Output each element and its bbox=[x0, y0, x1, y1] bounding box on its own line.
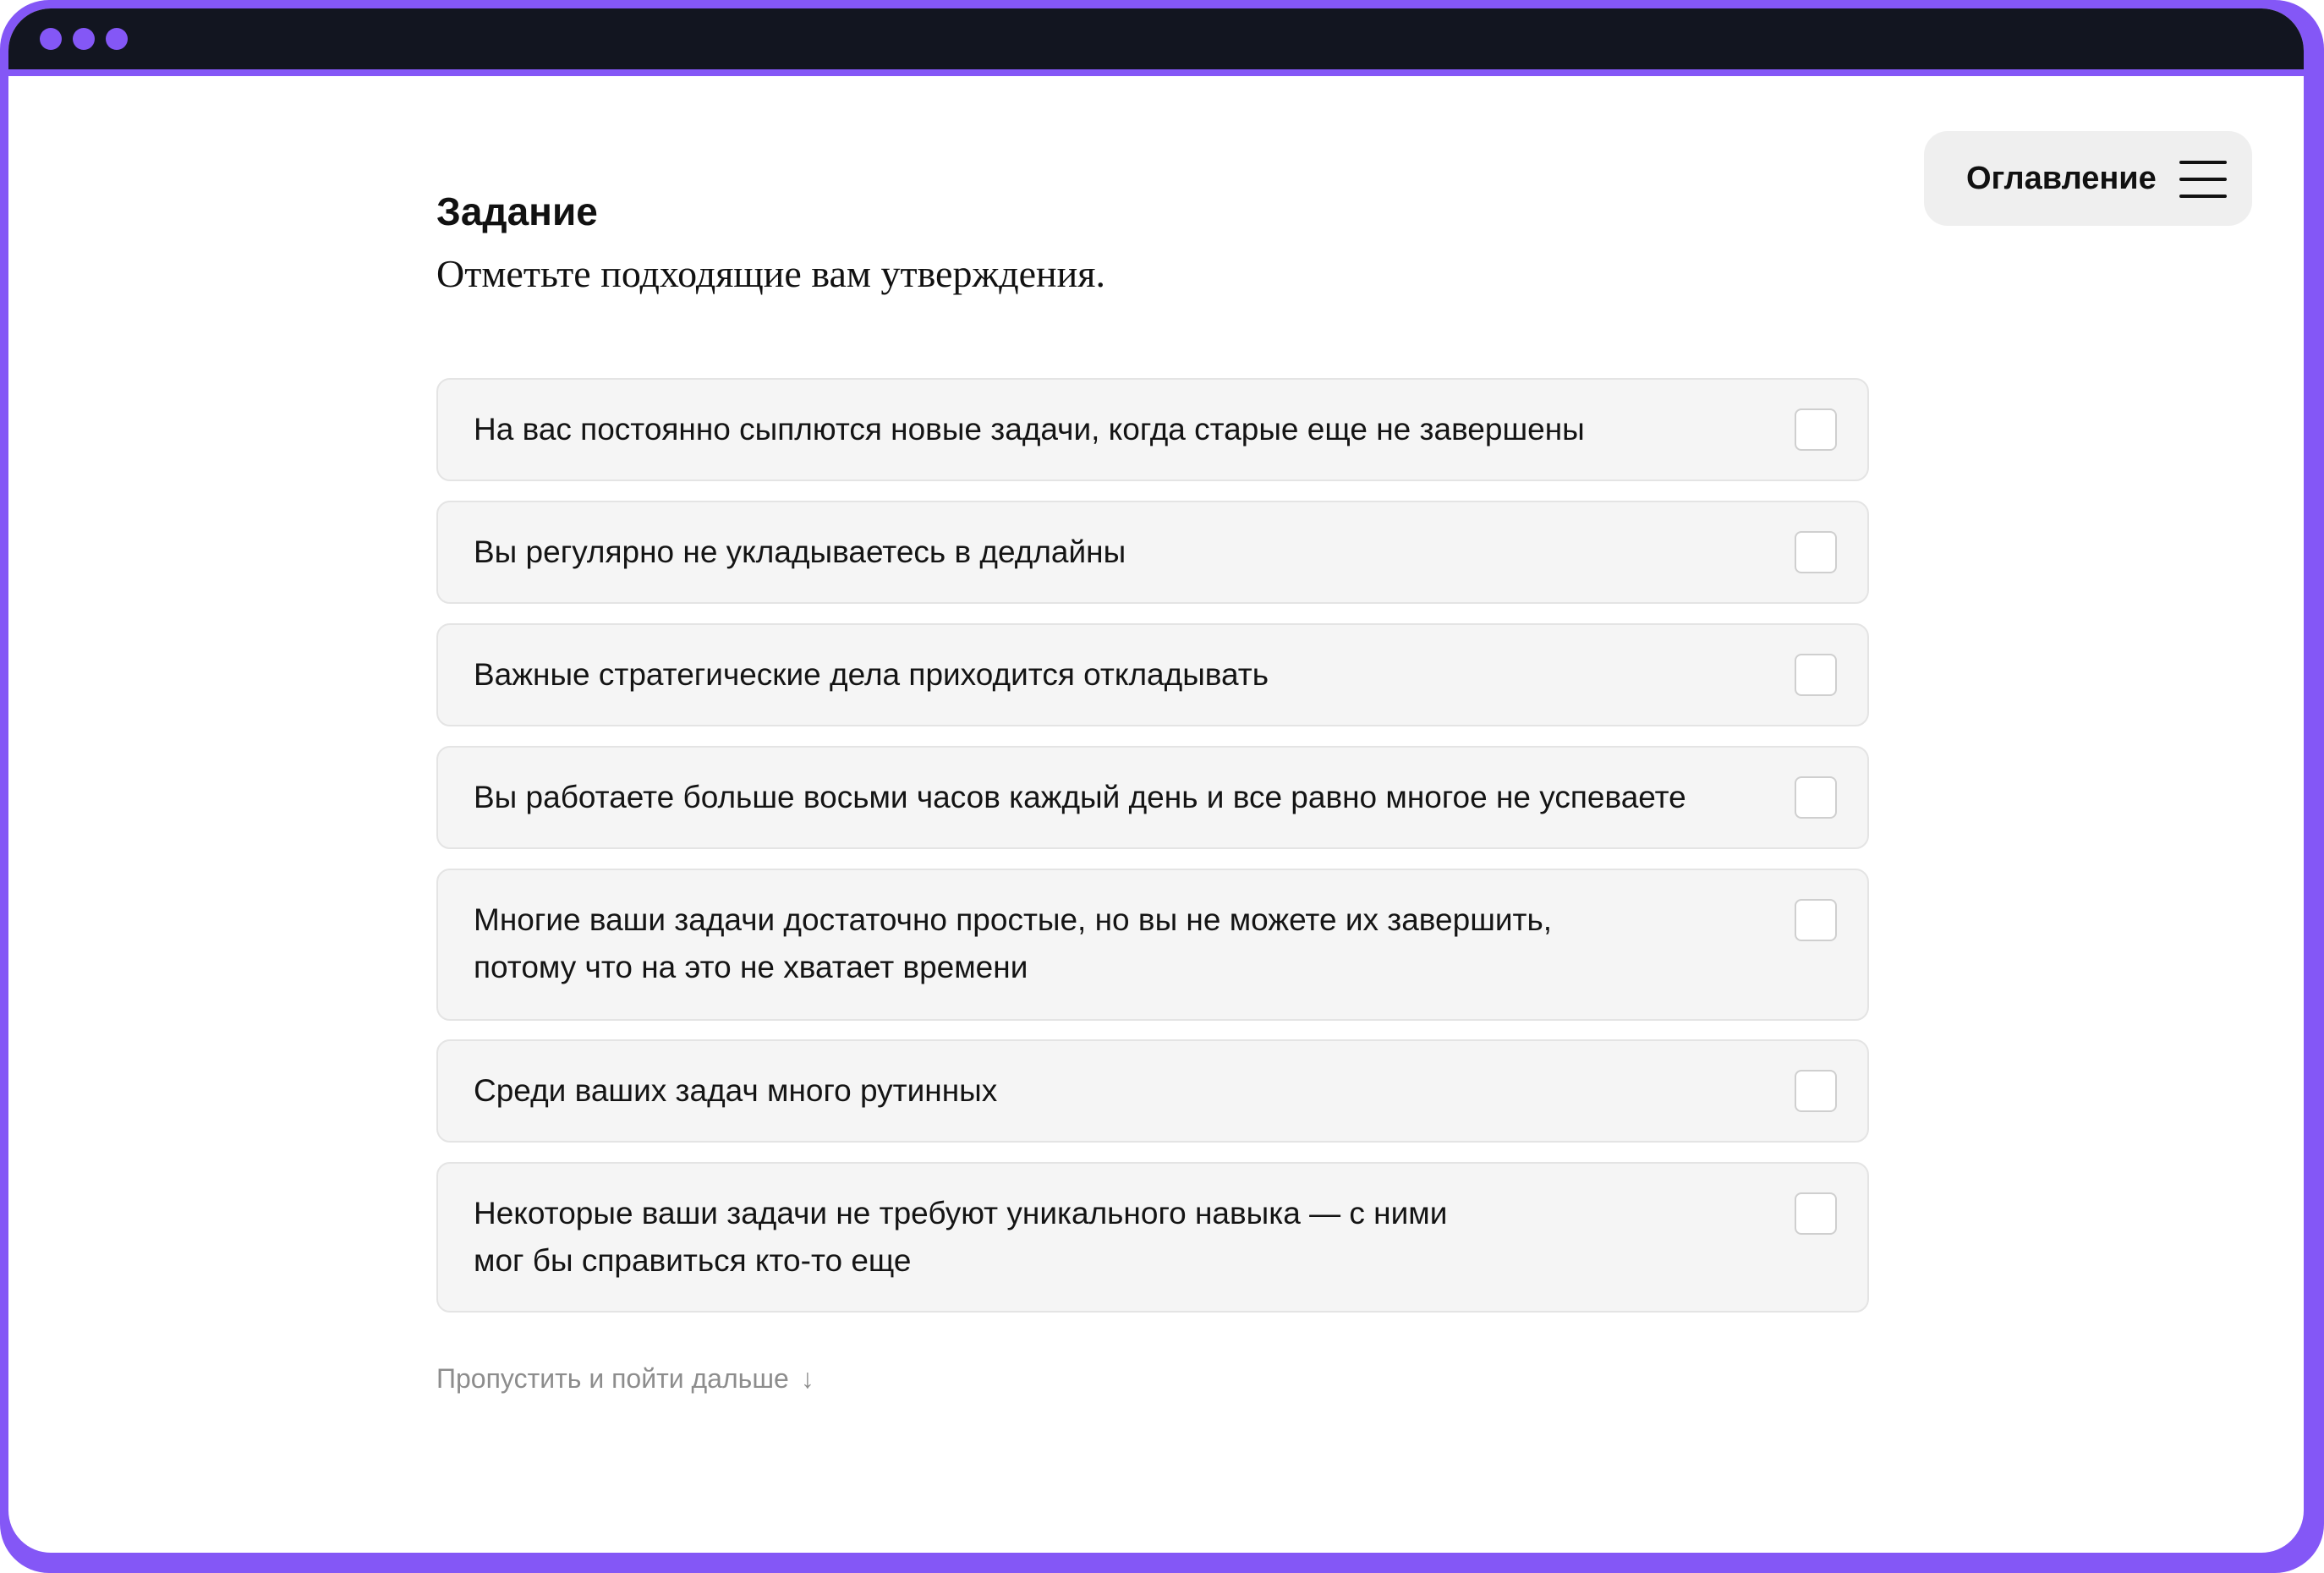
option-label: На вас постоянно сыплются новые задачи, когда старые еще не завершены bbox=[474, 412, 1585, 447]
task-title: Задание bbox=[436, 189, 598, 233]
option-item[interactable] bbox=[436, 1162, 1869, 1313]
skip-link[interactable] bbox=[436, 1357, 814, 1400]
browser-window bbox=[8, 8, 2304, 1553]
option-label: Среди ваших задач много рутинных bbox=[474, 1073, 998, 1108]
option-label: Вы регулярно не укладываетесь в дедлайны bbox=[474, 534, 1126, 569]
option-checkbox[interactable] bbox=[1795, 776, 1837, 819]
option-item[interactable] bbox=[436, 501, 1869, 604]
option-item[interactable] bbox=[436, 746, 1869, 849]
option-label: Некоторые ваши задачи не требуют уникального навыка — с ними мог бы справиться кто-то еще bbox=[474, 1196, 1448, 1278]
option-checkbox[interactable] bbox=[1795, 899, 1837, 941]
option-item[interactable] bbox=[436, 378, 1869, 481]
option-checkbox[interactable] bbox=[1795, 408, 1837, 451]
skip-link-label: Пропустить и пойти дальше bbox=[436, 1363, 789, 1394]
option-checkbox[interactable] bbox=[1795, 1070, 1837, 1112]
window-dot-maximize[interactable] bbox=[106, 28, 128, 50]
option-item[interactable] bbox=[436, 623, 1869, 726]
toc-label: Оглавление bbox=[1966, 161, 2157, 196]
option-label: Важные стратегические дела приходится откладывать bbox=[474, 657, 1269, 692]
option-item[interactable] bbox=[436, 1039, 1869, 1143]
arrow-down-icon: ↓ bbox=[800, 1363, 814, 1394]
option-item[interactable] bbox=[436, 869, 1869, 1021]
table-of-contents-button[interactable] bbox=[1924, 131, 2252, 226]
option-checkbox[interactable] bbox=[1795, 531, 1837, 573]
option-label: Вы работаете больше восьми часов каждый день и все равно многое не успеваете bbox=[474, 780, 1686, 814]
option-checkbox[interactable] bbox=[1795, 1192, 1837, 1235]
window-titlebar bbox=[8, 8, 2304, 76]
option-label: Многие ваши задачи достаточно простые, но вы не можете их завершить, потому что на это не хватает времени bbox=[474, 902, 1553, 984]
option-checkbox[interactable] bbox=[1795, 654, 1837, 696]
window-dot-close[interactable] bbox=[40, 28, 62, 50]
menu-icon bbox=[2179, 161, 2227, 198]
window-dot-minimize[interactable] bbox=[73, 28, 95, 50]
task-subtitle: Отметьте подходящие вам утверждения. bbox=[436, 252, 1105, 295]
